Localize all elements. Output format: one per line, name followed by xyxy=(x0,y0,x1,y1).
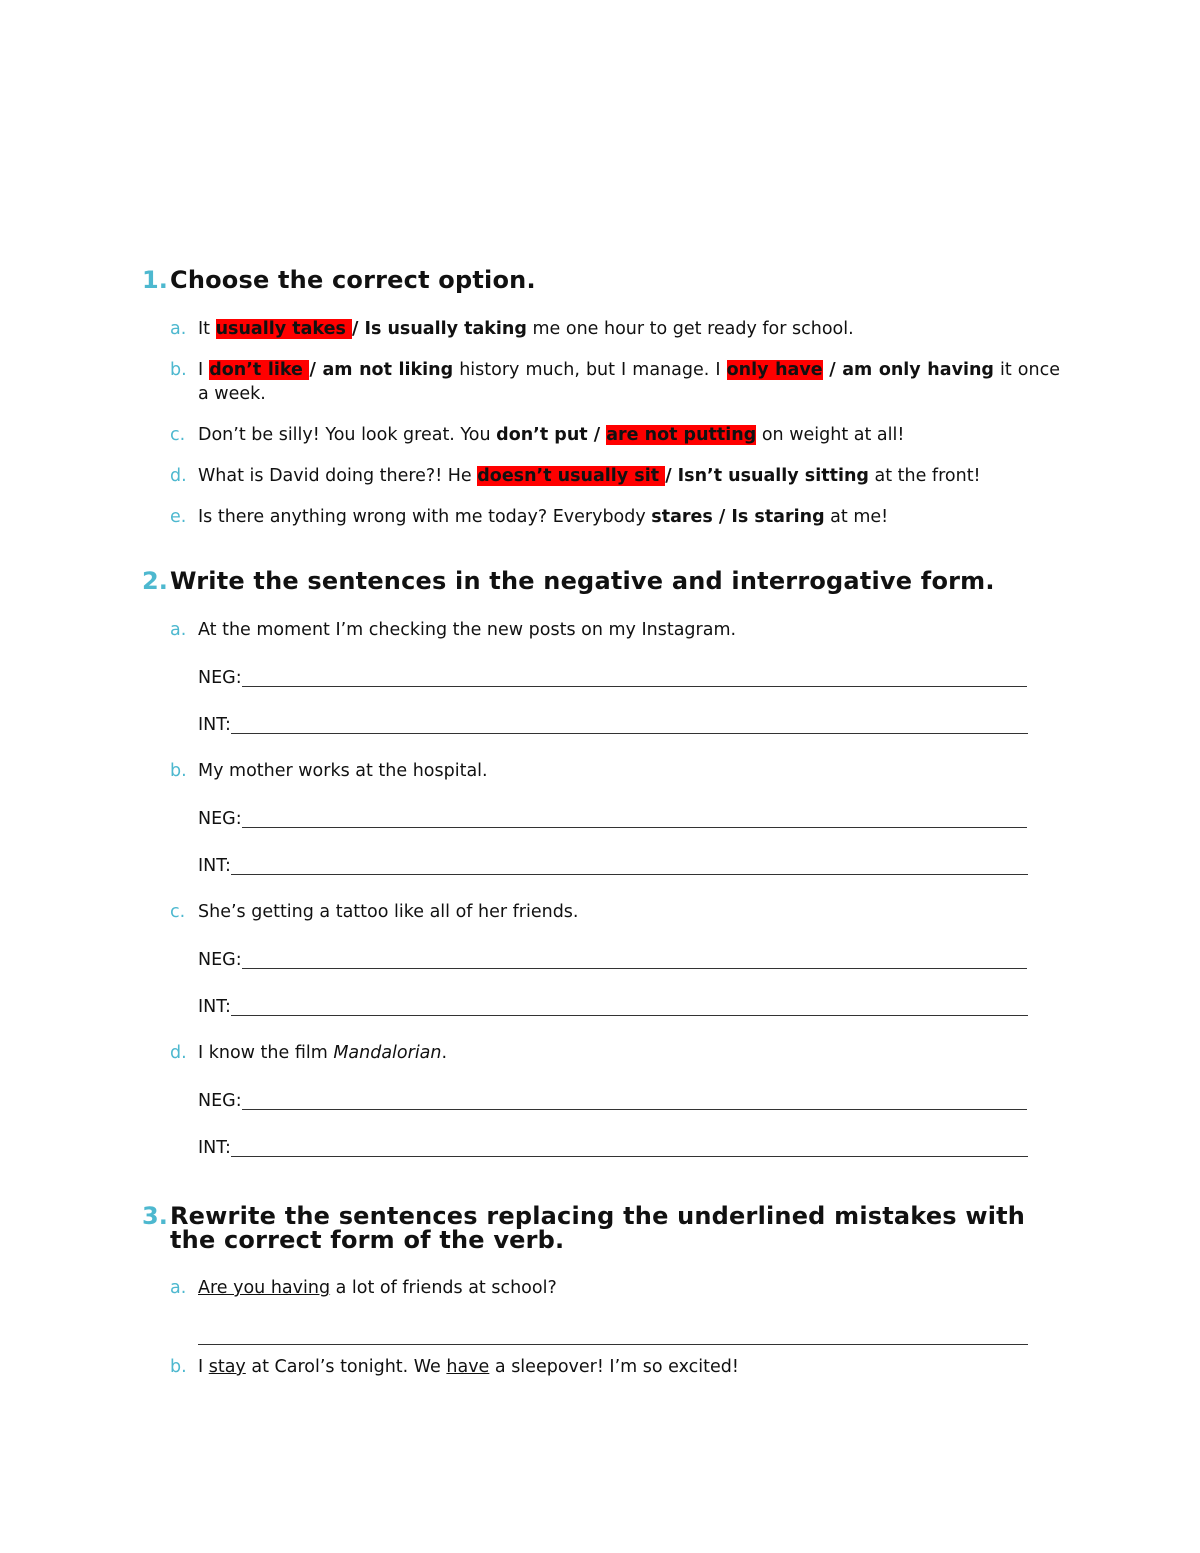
answer-blank[interactable] xyxy=(242,686,1027,687)
item-text xyxy=(198,1041,1060,1065)
highlighted-answer: don’t like xyxy=(209,360,310,380)
item-letter: c. xyxy=(170,425,186,445)
item-letter: b. xyxy=(170,360,187,380)
question-3b xyxy=(170,1355,1060,1379)
neg-label: NEG: xyxy=(198,1091,242,1111)
question-1a xyxy=(170,317,1060,341)
text-run: at Carol’s tonight. We xyxy=(245,1357,447,1377)
item-letter: e. xyxy=(170,507,187,527)
item-text xyxy=(198,505,1060,529)
option-text: / am not liking xyxy=(309,360,454,380)
highlighted-answer: only have xyxy=(726,360,823,380)
int-label: INT: xyxy=(198,715,231,735)
item-letter: a. xyxy=(170,319,187,339)
int-label: INT: xyxy=(198,1138,231,1158)
int-answer-line[interactable] xyxy=(198,1136,1028,1160)
item-text xyxy=(198,317,1060,341)
answer-line[interactable] xyxy=(198,1324,1028,1348)
item-letter: a. xyxy=(170,620,187,640)
option-text: don’t put / xyxy=(496,425,607,445)
section-number: 1. xyxy=(142,266,168,294)
option-text: / Isn’t usually sitting xyxy=(665,466,869,486)
text-run: I know the film xyxy=(198,1043,334,1063)
item-text xyxy=(198,1276,1060,1300)
section-1 xyxy=(142,266,1062,527)
int-label: INT: xyxy=(198,997,231,1017)
answer-blank[interactable] xyxy=(198,1344,1028,1345)
section-number: 2. xyxy=(142,567,168,595)
neg-label: NEG: xyxy=(198,950,242,970)
item-text: At the moment I’m checking the new posts on my Instagram. xyxy=(198,620,737,640)
answer-blank[interactable] xyxy=(242,968,1027,969)
neg-label: NEG: xyxy=(198,668,242,688)
neg-answer-line[interactable] xyxy=(198,948,1027,972)
option-text: / Is usually taking xyxy=(351,319,527,339)
text-run: I xyxy=(198,1357,209,1377)
section-title: Write the sentences in the negative and interrogative form. xyxy=(170,567,995,595)
section-3-heading xyxy=(142,1204,1062,1252)
text-run: a sleepover! I’m so excited! xyxy=(489,1357,739,1377)
section-2-heading xyxy=(142,569,1062,593)
neg-answer-line[interactable] xyxy=(198,666,1027,690)
item-letter: d. xyxy=(170,466,187,486)
text-run: . xyxy=(441,1043,448,1063)
question-2b xyxy=(170,759,1060,783)
int-answer-line[interactable] xyxy=(198,854,1028,878)
text-run: Is there anything wrong with me today? Everybody xyxy=(198,507,652,527)
question-3a xyxy=(170,1276,1060,1300)
answer-blank[interactable] xyxy=(231,733,1028,734)
highlighted-answer: usually takes xyxy=(215,319,352,339)
text-run: It xyxy=(198,319,216,339)
question-1e xyxy=(170,505,1060,529)
question-1d xyxy=(170,464,1060,488)
text-run: What is David doing there?! He xyxy=(198,466,478,486)
item-letter: d. xyxy=(170,1043,187,1063)
section-title: Choose the correct option. xyxy=(170,266,536,294)
question-2a xyxy=(170,618,1060,642)
question-1b xyxy=(170,358,1060,406)
text-run: I xyxy=(198,360,210,380)
int-label: INT: xyxy=(198,856,231,876)
section-2 xyxy=(142,567,1062,1158)
text-run: at me! xyxy=(824,507,889,527)
film-title: Mandalorian xyxy=(333,1043,442,1063)
text-run: history much, but I manage. I xyxy=(453,360,727,380)
item-text xyxy=(198,358,1060,406)
section-1-heading xyxy=(142,268,1062,292)
item-letter: a. xyxy=(170,1278,187,1298)
int-answer-line[interactable] xyxy=(198,713,1028,737)
text-run: me one hour to get ready for school. xyxy=(526,319,854,339)
option-text: / am only having xyxy=(822,360,994,380)
item-text xyxy=(198,1355,1060,1379)
text-run: at the front! xyxy=(868,466,981,486)
section-number: 3. xyxy=(142,1202,168,1230)
text-run: a lot of friends at school? xyxy=(330,1278,557,1298)
answer-blank[interactable] xyxy=(242,827,1027,828)
item-letter: c. xyxy=(170,902,186,922)
item-text xyxy=(198,423,1060,447)
answer-blank[interactable] xyxy=(242,1109,1027,1110)
text-run: it once a week. xyxy=(198,360,1060,404)
question-2c xyxy=(170,900,1060,924)
section-3 xyxy=(142,1202,1062,1377)
answer-blank[interactable] xyxy=(231,1156,1028,1157)
highlighted-answer: are not putting xyxy=(606,425,757,445)
question-2d xyxy=(170,1041,1060,1065)
text-run: on weight at all! xyxy=(756,425,905,445)
answer-blank[interactable] xyxy=(231,874,1028,875)
text-run: Don’t be silly! You look great. You xyxy=(198,425,497,445)
neg-answer-line[interactable] xyxy=(198,807,1027,831)
section-title: Rewrite the sentences replacing the underlined mistakes with the correct form of the verb. xyxy=(170,1202,1026,1254)
int-answer-line[interactable] xyxy=(198,995,1028,1019)
underlined-mistake: have xyxy=(446,1357,490,1377)
highlighted-answer: doesn’t usually sit xyxy=(477,466,666,486)
item-text: She’s getting a tattoo like all of her friends. xyxy=(198,902,579,922)
item-text xyxy=(198,464,1060,488)
item-text: My mother works at the hospital. xyxy=(198,761,488,781)
underlined-mistake: stay xyxy=(208,1357,246,1377)
underlined-mistake: Are you having xyxy=(198,1278,331,1298)
neg-answer-line[interactable] xyxy=(198,1089,1027,1113)
item-letter: b. xyxy=(170,761,187,781)
question-1c xyxy=(170,423,1060,447)
item-letter: b. xyxy=(170,1357,187,1377)
neg-label: NEG: xyxy=(198,809,242,829)
answer-blank[interactable] xyxy=(231,1015,1028,1016)
option-text: stares / Is staring xyxy=(651,507,825,527)
